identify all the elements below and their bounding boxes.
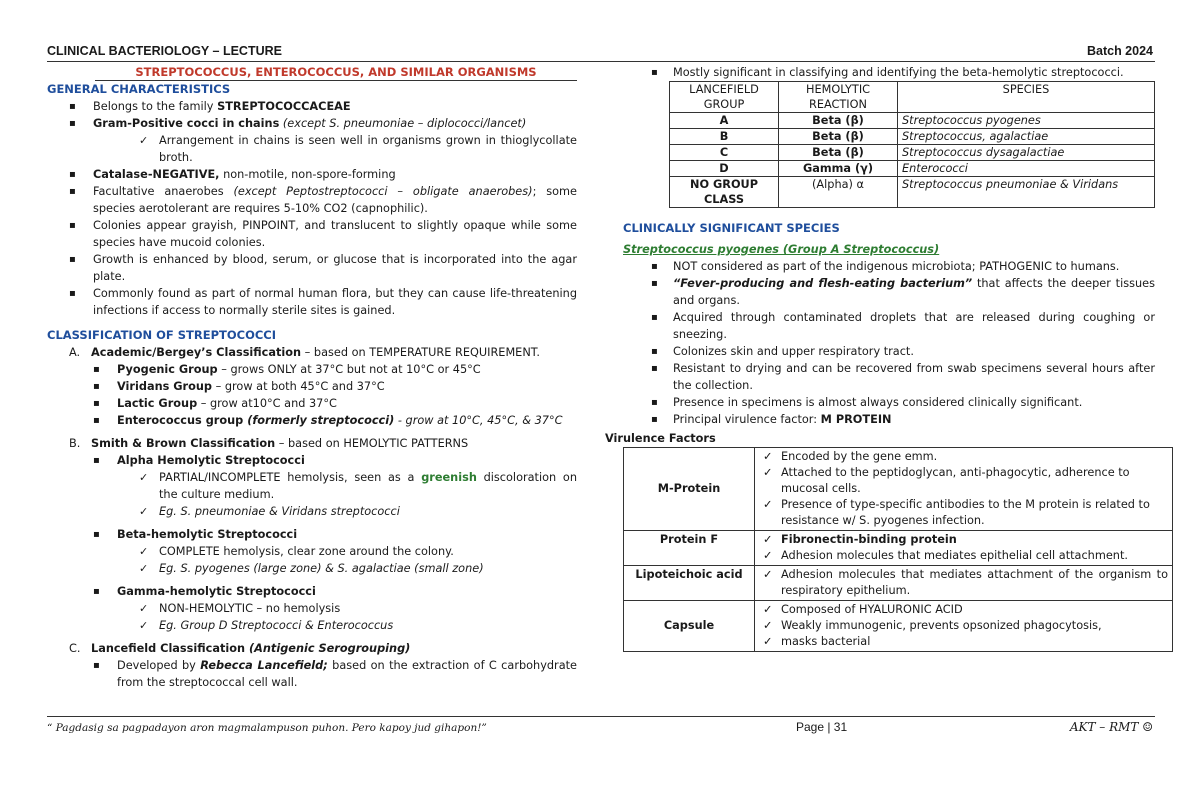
list-item: ▪ Gram-Positive cocci in chains (except S. pneumoniae – diplococci/lancet)	[47, 115, 577, 132]
table-header: HEMOLYTIC REACTION	[779, 82, 898, 113]
virulence-table	[623, 447, 1173, 652]
table-header: LANCEFIELD GROUP	[670, 82, 779, 113]
right-column	[605, 64, 1168, 652]
list-item: ▪ Growth is enhanced by blood, serum, or glucose that is incorporated into the agar plate.	[47, 251, 577, 285]
list-item: ▪ Beta-hemolytic Streptococci	[47, 526, 577, 543]
header-batch: Batch 2024	[1086, 44, 1153, 58]
list-item: ✓ Eg. S. pyogenes (large zone) & S. agalactiae (small zone)	[47, 560, 577, 577]
general-list	[47, 98, 577, 319]
table-row: Protein F ✓ Fibronectin-binding protein ✓ Adhesion molecules that mediates epithelial cell attachment.	[624, 531, 1173, 566]
table-row: C Beta (β) Streptococcus dysagalactiae	[670, 145, 1155, 161]
left-column	[47, 64, 577, 691]
general-heading: GENERAL CHARACTERISTICS	[47, 82, 231, 96]
lancefield-table	[669, 81, 1155, 208]
table-row: NO GROUP CLASS (Alpha) α Streptococcus pneumoniae & Viridans	[670, 177, 1155, 208]
list-item: ✓ NON-HEMOLYTIC – no hemolysis	[47, 600, 577, 617]
clinical-heading: CLINICALLY SIGNIFICANT SPECIES	[623, 221, 840, 235]
table-row: Lipoteichoic acid ✓ Adhesion molecules that mediates attachment of the organism to respiratory epithelium.	[624, 566, 1173, 601]
list-item: ▪ “Fever-producing and flesh-eating bacterium” that affects the deeper tissues and organs.	[605, 275, 1155, 309]
table-row: D Gamma (γ) Enterococci	[670, 161, 1155, 177]
page-number: Page | 31	[796, 720, 848, 734]
table-row: A Beta (β) Streptococcus pyogenes	[670, 113, 1155, 129]
list-item: ▪ Colonizes skin and upper respiratory tract.	[605, 343, 1155, 360]
list-item: ▪ Developed by Rebecca Lancefield; based on the extraction of C carbohydrate from the streptococcal cell wall.	[47, 657, 577, 691]
footer-divider	[47, 716, 1155, 717]
list-item: ✓ Eg. S. pneumoniae & Viridans streptococci	[47, 503, 577, 520]
list-item: ✓ COMPLETE hemolysis, clear zone around the colony.	[47, 543, 577, 560]
header-course-title: CLINICAL BACTERIOLOGY – LECTURE	[47, 44, 282, 58]
list-item: ▪ Pyogenic Group – grows ONLY at 37°C but not at 10°C or 45°C	[47, 361, 577, 378]
table-header-row	[670, 82, 1155, 113]
list-item: ▪ Viridans Group – grow at both 45°C and 37°C	[47, 378, 577, 395]
virulence-heading: Virulence Factors	[605, 432, 716, 445]
list-item: ▪ Presence in specimens is almost always considered clinically significant.	[605, 394, 1155, 411]
list-item: ▪ Alpha Hemolytic Streptococci	[47, 452, 577, 469]
table-row: M-Protein ✓ Encoded by the gene emm. ✓ Attached to the peptidoglycan, anti-phagocytic, adherence to mucosal cells. ✓ Presence of type-specific antibodies to the M protein is related to resistance w/ S. pyogenes infection.	[624, 448, 1173, 531]
list-item: ✓ Eg. Group D Streptococci & Enterococcus	[47, 617, 577, 634]
table-header: SPECIES	[898, 82, 1155, 113]
list-item: ▪ Gamma-hemolytic Streptococci	[47, 583, 577, 600]
table-row: B Beta (β) Streptococcus, agalactiae	[670, 129, 1155, 145]
page-title: STREPTOCOCCUS, ENTEROCOCCUS, AND SIMILAR ORGANISMS	[95, 64, 577, 81]
list-item: A. Academic/Bergey’s Classification – based on TEMPERATURE REQUIREMENT.	[69, 346, 540, 359]
list-item: C. Lancefield Classification (Antigenic Serogrouping)	[69, 642, 411, 655]
list-item: ▪ Belongs to the family STREPTOCOCCACEAE	[47, 98, 577, 115]
list-item: ▪ Colonies appear grayish, PINPOINT, and translucent to slightly opaque while some species have mucoid colonies.	[47, 217, 577, 251]
list-item: ▪ NOT considered as part of the indigenous microbiota; PATHOGENIC to humans.	[605, 258, 1155, 275]
list-item: ▪ Enterococcus group (formerly streptococci) - grow at 10°C, 45°C, & 37°C	[47, 412, 577, 429]
list-item: ▪ Lactic Group – grow at10°C and 37°C	[47, 395, 577, 412]
list-item: ▪ Principal virulence factor: M PROTEIN	[605, 411, 1155, 428]
list-item: ▪ Catalase-NEGATIVE, non-motile, non-spore-forming	[47, 166, 577, 183]
list-item: ✓ PARTIAL/INCOMPLETE hemolysis, seen as a greenish discoloration on the culture medium.	[47, 469, 577, 503]
classification-list	[47, 344, 577, 691]
list-item: ▪ Mostly significant in classifying and identifying the beta-hemolytic streptococci.	[605, 64, 1155, 81]
footer-author: AKT – RMT ☺	[1069, 720, 1153, 734]
list-item: ▪ Facultative anaerobes (except Peptostreptococci – obligate anaerobes); some species aerotolerant are requires 5-10% CO2 (capnophilic).	[47, 183, 577, 217]
list-item: ✓ Arrangement in chains is seen well in organisms grown in thioglycollate broth.	[47, 132, 577, 166]
list-item: ▪ Acquired through contaminated droplets that are released during coughing or sneezing.	[605, 309, 1155, 343]
clinical-list	[605, 258, 1155, 428]
table-row: Capsule ✓ Composed of HYALURONIC ACID ✓ Weakly immunogenic, prevents opsonized phagocytosis, ✓ masks bacterial	[624, 601, 1173, 652]
list-item: ▪ Commonly found as part of normal human flora, but they can cause life-threatening infections if access to normally sterile sites is gained.	[47, 285, 577, 319]
classification-heading: CLASSIFICATION OF STREPTOCOCCI	[47, 328, 277, 342]
list-item: B. Smith & Brown Classification – based on HEMOLYTIC PATTERNS	[69, 437, 469, 450]
species-heading: Streptococcus pyogenes (Group A Streptococcus)	[623, 243, 940, 256]
footer-quote: “ Pagdasig sa pagpadayon aron magmalampuson puhon. Pero kapoy jud gihapon!”	[47, 722, 487, 734]
header-divider	[47, 61, 1155, 62]
list-item: ▪ Resistant to drying and can be recovered from swab specimens several hours after the collection.	[605, 360, 1155, 394]
